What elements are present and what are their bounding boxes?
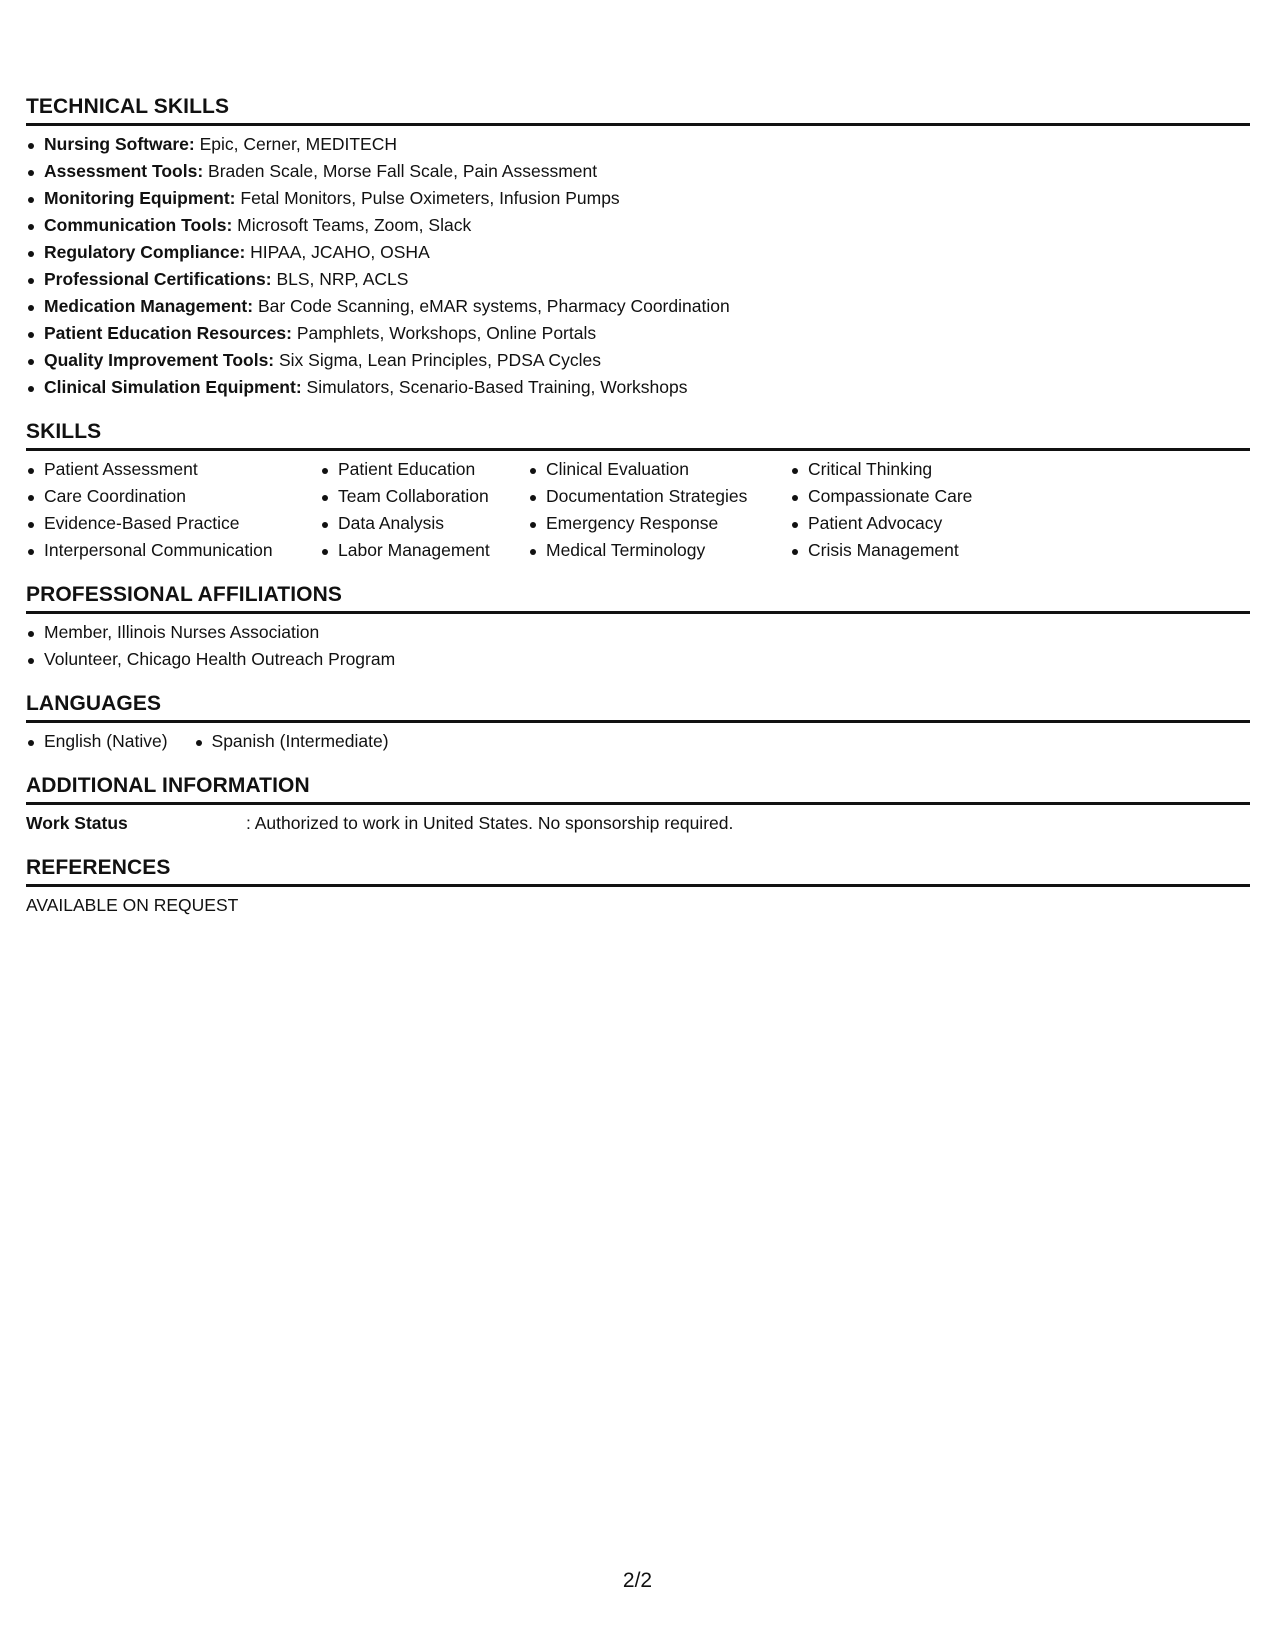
- section-heading: LANGUAGES: [26, 691, 1250, 723]
- list-item: Team Collaboration: [320, 483, 528, 510]
- list-item: Patient Education Resources: Pamphlets, Workshops, Online Portals: [26, 320, 1250, 347]
- skills-column: [320, 456, 528, 564]
- list-item: Quality Improvement Tools: Six Sigma, Lean Principles, PDSA Cycles: [26, 347, 1250, 374]
- resume-page: [26, 94, 1250, 919]
- section-heading: REFERENCES: [26, 855, 1250, 887]
- list-item: Spanish (Intermediate): [194, 728, 389, 755]
- skills-column: [528, 456, 790, 564]
- list-item: Communication Tools: Microsoft Teams, Zoom, Slack: [26, 212, 1250, 239]
- technical-skills-section: [26, 94, 1250, 401]
- list-item: Labor Management: [320, 537, 528, 564]
- list-item: Documentation Strategies: [528, 483, 790, 510]
- list-item: Patient Advocacy: [790, 510, 1030, 537]
- skills-section: [26, 419, 1250, 564]
- list-item: Nursing Software: Epic, Cerner, MEDITECH: [26, 131, 1250, 158]
- list-item: Data Analysis: [320, 510, 528, 537]
- affiliations-list: [26, 619, 1250, 673]
- references-section: [26, 855, 1250, 919]
- list-item: Regulatory Compliance: HIPAA, JCAHO, OSHA: [26, 239, 1250, 266]
- list-item: Professional Certifications: BLS, NRP, ACLS: [26, 266, 1250, 293]
- work-status-value: : Authorized to work in United States. No sponsorship required.: [246, 813, 734, 833]
- list-item: Volunteer, Chicago Health Outreach Program: [26, 646, 1250, 673]
- languages-row: [26, 728, 1250, 755]
- list-item: Monitoring Equipment: Fetal Monitors, Pulse Oximeters, Infusion Pumps: [26, 185, 1250, 212]
- list-item: Clinical Evaluation: [528, 456, 790, 483]
- skills-column: [26, 456, 320, 564]
- list-item: Evidence-Based Practice: [26, 510, 320, 537]
- list-item: Critical Thinking: [790, 456, 1030, 483]
- languages-section: [26, 691, 1250, 755]
- list-item: Assessment Tools: Braden Scale, Morse Fall Scale, Pain Assessment: [26, 158, 1250, 185]
- section-heading: SKILLS: [26, 419, 1250, 451]
- list-item: Medical Terminology: [528, 537, 790, 564]
- list-item: Clinical Simulation Equipment: Simulators, Scenario-Based Training, Workshops: [26, 374, 1250, 401]
- list-item: Patient Assessment: [26, 456, 320, 483]
- section-heading: ADDITIONAL INFORMATION: [26, 773, 1250, 805]
- list-item: Emergency Response: [528, 510, 790, 537]
- list-item: Member, Illinois Nurses Association: [26, 619, 1250, 646]
- list-item: Compassionate Care: [790, 483, 1030, 510]
- references-text: AVAILABLE ON REQUEST: [26, 895, 239, 915]
- list-item: Medication Management: Bar Code Scanning, eMAR systems, Pharmacy Coordination: [26, 293, 1250, 320]
- list-item: Patient Education: [320, 456, 528, 483]
- section-heading: PROFESSIONAL AFFILIATIONS: [26, 582, 1250, 614]
- work-status-label: Work Status: [26, 813, 128, 833]
- languages-list: [26, 728, 415, 755]
- page-number: 2/2: [622, 1569, 653, 1592]
- section-heading: TECHNICAL SKILLS: [26, 94, 1250, 126]
- list-item: Interpersonal Communication: [26, 537, 320, 564]
- list-item: Care Coordination: [26, 483, 320, 510]
- technical-skills-list: [26, 131, 1250, 401]
- skills-column: [790, 456, 1030, 564]
- skills-grid: [26, 456, 1250, 564]
- affiliations-section: [26, 582, 1250, 673]
- additional-info-section: [26, 773, 1250, 837]
- list-item: Crisis Management: [790, 537, 1030, 564]
- list-item: English (Native): [26, 728, 168, 755]
- work-status-row: [26, 810, 1250, 837]
